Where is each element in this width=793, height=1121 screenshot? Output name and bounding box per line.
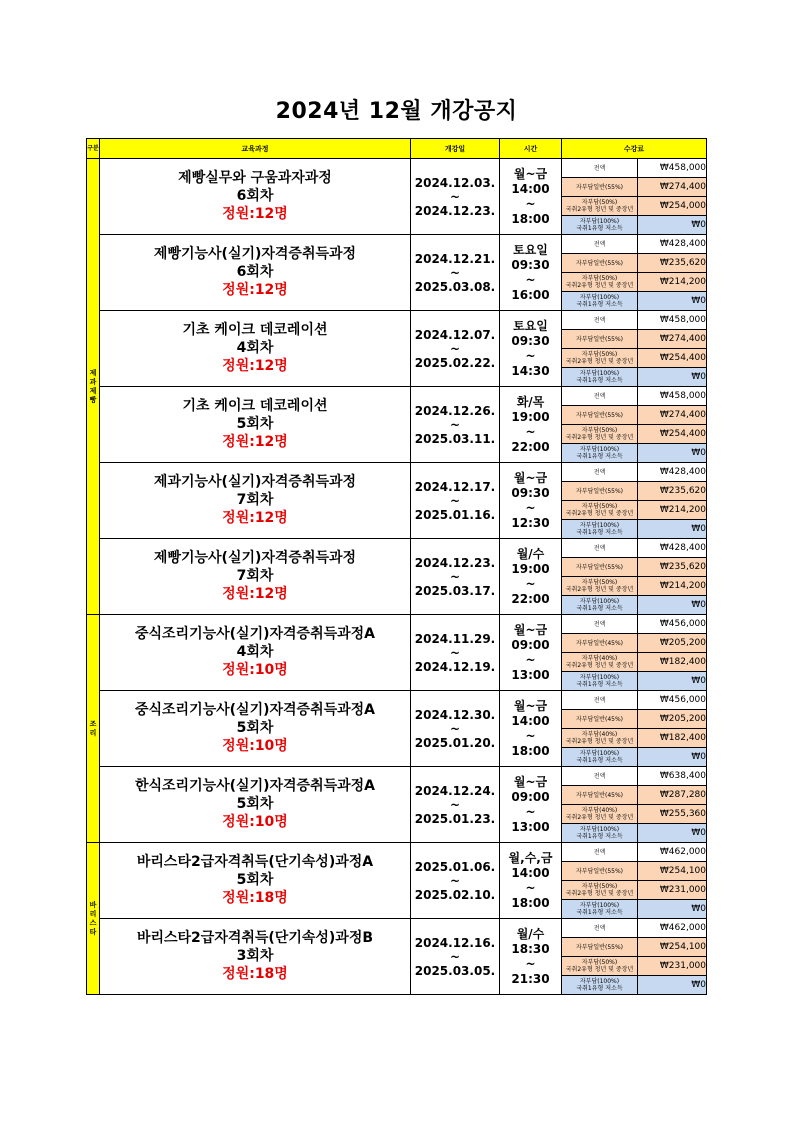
time-cell — [500, 843, 562, 919]
category-label: 제과제빵 — [89, 368, 97, 404]
course-capacity: 정원:12명 — [222, 358, 288, 374]
price-type: 자부담(50%) 국취2유형 청년 및 중장년 — [562, 425, 638, 444]
price-type: 자부담(40%) 국취2유형 청년 및 중장년 — [562, 805, 638, 824]
time-start: 14:00 — [511, 865, 550, 880]
class-days: 월~금 — [513, 166, 548, 181]
price-amount: ₩235,620 — [638, 482, 707, 501]
date-tilde: ~ — [449, 645, 461, 660]
price-amount: ₩458,000 — [638, 311, 707, 330]
table-row — [87, 235, 707, 254]
time-cell — [500, 235, 562, 311]
class-days: 월~금 — [513, 622, 548, 637]
time-cell — [500, 387, 562, 463]
date-tilde: ~ — [449, 569, 461, 584]
course-session: 6회차 — [236, 264, 274, 280]
price-amount: ₩274,400 — [638, 330, 707, 349]
end-date: 2025.03.17. — [414, 583, 496, 598]
course-capacity: 정원:12명 — [222, 586, 288, 602]
time-cell — [500, 919, 562, 995]
price-type: 자부담일반(55%) — [562, 938, 638, 957]
end-date: 2025.01.16. — [414, 507, 496, 522]
header-course: 교육과정 — [100, 139, 411, 159]
start-date: 2024.12.03. — [414, 175, 496, 190]
price-amount: ₩0 — [638, 444, 707, 463]
price-amount: ₩638,400 — [638, 767, 707, 786]
course-cell — [100, 691, 411, 767]
date-tilde: ~ — [449, 341, 461, 356]
course-capacity: 정원:12명 — [222, 282, 288, 298]
class-days: 토요일 — [513, 318, 548, 333]
price-amount: ₩458,000 — [638, 387, 707, 406]
price-type: 전액 — [562, 463, 638, 482]
course-cell — [100, 463, 411, 539]
price-type: 자부담일반(55%) — [562, 558, 638, 577]
price-amount: ₩231,000 — [638, 881, 707, 900]
time-cell — [500, 311, 562, 387]
course-cell — [100, 235, 411, 311]
header-time: 시간 — [500, 139, 562, 159]
price-type: 자부담(100%) 국취1유형 저소득 — [562, 292, 638, 311]
time-end: 22:00 — [511, 439, 550, 454]
end-date: 2025.02.10. — [414, 887, 496, 902]
course-name: 바리스타2급자격취득(단기속성)과정B — [136, 930, 374, 946]
course-session: 4회차 — [236, 644, 274, 660]
start-date: 2024.12.16. — [414, 935, 496, 950]
course-session: 6회차 — [236, 188, 274, 204]
price-type: 자부담일반(45%) — [562, 634, 638, 653]
course-cell — [100, 919, 411, 995]
course-capacity: 정원:18명 — [222, 890, 288, 906]
price-type: 자부담(100%) 국취1유형 저소득 — [562, 596, 638, 615]
time-start: 14:00 — [511, 713, 550, 728]
time-cell — [500, 767, 562, 843]
course-session: 3회차 — [236, 948, 274, 964]
date-tilde: ~ — [449, 721, 461, 736]
time-cell — [500, 159, 562, 235]
price-amount: ₩205,200 — [638, 634, 707, 653]
price-type: 자부담일반(55%) — [562, 330, 638, 349]
price-type: 전액 — [562, 539, 638, 558]
price-amount: ₩235,620 — [638, 558, 707, 577]
time-end: 18:00 — [511, 895, 550, 910]
class-days: 월~금 — [513, 470, 548, 485]
table-row — [87, 691, 707, 710]
price-amount: ₩287,280 — [638, 786, 707, 805]
date-cell — [411, 463, 500, 539]
time-end: 18:00 — [511, 211, 550, 226]
date-cell — [411, 159, 500, 235]
start-date: 2025.01.06. — [414, 859, 496, 874]
price-amount: ₩462,000 — [638, 919, 707, 938]
price-type: 자부담(50%) 국취2유형 청년 및 중장년 — [562, 881, 638, 900]
price-amount: ₩254,400 — [638, 425, 707, 444]
table-row — [87, 463, 707, 482]
price-amount: ₩235,620 — [638, 254, 707, 273]
end-date: 2024.12.23. — [414, 203, 496, 218]
price-amount: ₩255,360 — [638, 805, 707, 824]
start-date: 2024.12.23. — [414, 555, 496, 570]
price-type: 자부담(100%) 국취1유형 저소득 — [562, 672, 638, 691]
time-cell — [500, 463, 562, 539]
price-amount: ₩231,000 — [638, 957, 707, 976]
course-name: 제빵기능사(실기)자격증취득과정 — [153, 550, 357, 566]
price-type: 전액 — [562, 311, 638, 330]
price-amount: ₩274,400 — [638, 406, 707, 425]
price-type: 자부담일반(45%) — [562, 786, 638, 805]
class-days: 월/수 — [516, 546, 545, 561]
table-row — [87, 387, 707, 406]
course-session: 5회차 — [236, 416, 274, 432]
price-type: 자부담(50%) 국취2유형 청년 및 중장년 — [562, 577, 638, 596]
start-date: 2024.11.29. — [414, 631, 496, 646]
price-type: 전액 — [562, 615, 638, 634]
class-days: 토요일 — [513, 242, 548, 257]
category-cell — [87, 615, 100, 843]
price-amount: ₩458,000 — [638, 159, 707, 178]
schedule-table — [86, 138, 707, 995]
date-cell — [411, 767, 500, 843]
price-amount: ₩0 — [638, 824, 707, 843]
price-amount: ₩0 — [638, 672, 707, 691]
time-start: 19:00 — [511, 561, 550, 576]
date-cell — [411, 311, 500, 387]
price-amount: ₩254,000 — [638, 197, 707, 216]
time-end: 18:00 — [511, 743, 550, 758]
price-type: 자부담(100%) 국취1유형 저소득 — [562, 520, 638, 539]
end-date: 2025.03.05. — [414, 963, 496, 978]
price-type: 전액 — [562, 235, 638, 254]
category-cell — [87, 159, 100, 615]
course-cell — [100, 615, 411, 691]
course-session: 4회차 — [236, 340, 274, 356]
date-tilde: ~ — [449, 265, 461, 280]
price-amount: ₩456,000 — [638, 691, 707, 710]
start-date: 2024.12.07. — [414, 327, 496, 342]
time-end: 16:00 — [511, 287, 550, 302]
date-tilde: ~ — [449, 873, 461, 888]
time-end: 21:30 — [511, 971, 550, 986]
time-tilde: ~ — [525, 880, 536, 895]
price-type: 자부담(100%) 국취1유형 저소득 — [562, 976, 638, 995]
course-name: 한식조리기능사(실기)자격증취득과정A — [134, 778, 375, 794]
category-label: 바리스타 — [89, 900, 97, 936]
price-amount: ₩428,400 — [638, 235, 707, 254]
price-amount: ₩182,400 — [638, 729, 707, 748]
price-type: 전액 — [562, 843, 638, 862]
time-tilde: ~ — [525, 576, 536, 591]
time-start: 09:30 — [511, 333, 550, 348]
time-tilde: ~ — [525, 804, 536, 819]
time-start: 19:00 — [511, 409, 550, 424]
course-cell — [100, 387, 411, 463]
course-name: 중식조리기능사(실기)자격증취득과정A — [134, 702, 375, 718]
price-type: 자부담일반(55%) — [562, 862, 638, 881]
course-name: 제빵기능사(실기)자격증취득과정 — [153, 246, 357, 262]
price-amount: ₩0 — [638, 748, 707, 767]
time-start: 09:30 — [511, 257, 550, 272]
course-name: 중식조리기능사(실기)자격증취득과정A — [134, 626, 375, 642]
price-amount: ₩0 — [638, 900, 707, 919]
time-tilde: ~ — [525, 348, 536, 363]
price-type: 자부담(50%) 국취2유형 청년 및 중장년 — [562, 273, 638, 292]
price-type: 자부담(50%) 국취2유형 청년 및 중장년 — [562, 197, 638, 216]
course-name: 기초 케이크 데코레이션 — [182, 322, 328, 338]
class-days: 화/목 — [516, 394, 545, 409]
page-title: 2024년 12월 개강공지 — [275, 99, 518, 124]
start-date: 2024.12.26. — [414, 403, 496, 418]
price-type: 자부담일반(55%) — [562, 178, 638, 197]
header-start: 개강일 — [411, 139, 500, 159]
time-start: 09:30 — [511, 485, 550, 500]
header-category: 구분 — [87, 139, 100, 159]
course-name: 바리스타2급자격취득(단기속성)과정A — [136, 854, 374, 870]
end-date: 2025.03.11. — [414, 431, 496, 446]
table-row — [87, 615, 707, 634]
course-session: 5회차 — [236, 872, 274, 888]
class-days: 월/수 — [516, 926, 545, 941]
price-type: 자부담(100%) 국취1유형 저소득 — [562, 824, 638, 843]
price-type: 자부담(40%) 국취2유형 청년 및 중장년 — [562, 729, 638, 748]
course-cell — [100, 767, 411, 843]
price-amount: ₩428,400 — [638, 463, 707, 482]
class-days: 월~금 — [513, 698, 548, 713]
time-start: 09:00 — [511, 637, 550, 652]
table-row — [87, 539, 707, 558]
date-tilde: ~ — [449, 189, 461, 204]
price-type: 자부담(50%) 국취2유형 청년 및 중장년 — [562, 957, 638, 976]
date-cell — [411, 387, 500, 463]
price-type: 자부담(100%) 국취1유형 저소득 — [562, 444, 638, 463]
course-capacity: 정원:12명 — [222, 206, 288, 222]
table-row — [87, 843, 707, 862]
price-amount: ₩214,200 — [638, 577, 707, 596]
price-type: 자부담(100%) 국취1유형 저소득 — [562, 216, 638, 235]
course-cell — [100, 159, 411, 235]
class-days: 월,수,금 — [508, 850, 553, 865]
course-cell — [100, 843, 411, 919]
time-tilde: ~ — [525, 272, 536, 287]
time-end: 12:30 — [511, 515, 550, 530]
start-date: 2024.12.21. — [414, 251, 496, 266]
time-end: 14:30 — [511, 363, 550, 378]
price-amount: ₩0 — [638, 292, 707, 311]
price-type: 자부담(100%) 국취1유형 저소득 — [562, 368, 638, 387]
time-tilde: ~ — [525, 500, 536, 515]
table-row — [87, 311, 707, 330]
end-date: 2025.03.08. — [414, 279, 496, 294]
time-start: 14:00 — [511, 181, 550, 196]
date-cell — [411, 615, 500, 691]
date-cell — [411, 919, 500, 995]
price-type: 자부담(40%) 국취2유형 청년 및 중장년 — [562, 653, 638, 672]
course-capacity: 정원:18명 — [222, 966, 288, 982]
course-cell — [100, 539, 411, 615]
table-row — [87, 919, 707, 938]
price-amount: ₩462,000 — [638, 843, 707, 862]
date-cell — [411, 235, 500, 311]
course-capacity: 정원:10명 — [222, 738, 288, 754]
price-type: 자부담(100%) 국취1유형 저소득 — [562, 900, 638, 919]
course-session: 7회차 — [236, 568, 274, 584]
price-amount: ₩205,200 — [638, 710, 707, 729]
price-type: 전액 — [562, 387, 638, 406]
price-amount: ₩0 — [638, 596, 707, 615]
price-amount: ₩254,400 — [638, 349, 707, 368]
price-type: 자부담(100%) 국취1유형 저소득 — [562, 748, 638, 767]
price-type: 자부담(50%) 국취2유형 청년 및 중장년 — [562, 501, 638, 520]
price-type: 전액 — [562, 691, 638, 710]
date-cell — [411, 843, 500, 919]
class-days: 월~금 — [513, 774, 548, 789]
category-label: 조리 — [89, 719, 97, 737]
date-tilde: ~ — [449, 493, 461, 508]
course-cell — [100, 311, 411, 387]
date-tilde: ~ — [449, 797, 461, 812]
header-fee: 수강료 — [562, 139, 707, 159]
course-capacity: 정원:10명 — [222, 814, 288, 830]
time-start: 09:00 — [511, 789, 550, 804]
price-type: 전액 — [562, 159, 638, 178]
price-amount: ₩0 — [638, 976, 707, 995]
date-tilde: ~ — [449, 417, 461, 432]
date-cell — [411, 539, 500, 615]
price-amount: ₩0 — [638, 368, 707, 387]
course-capacity: 정원:12명 — [222, 510, 288, 526]
price-amount: ₩214,200 — [638, 501, 707, 520]
end-date: 2025.01.20. — [414, 735, 496, 750]
course-capacity: 정원:12명 — [222, 434, 288, 450]
course-capacity: 정원:10명 — [222, 662, 288, 678]
price-amount: ₩428,400 — [638, 539, 707, 558]
table-row — [87, 159, 707, 178]
time-cell — [500, 539, 562, 615]
price-type: 자부담(50%) 국취2유형 청년 및 중장년 — [562, 349, 638, 368]
price-type: 전액 — [562, 767, 638, 786]
table-row — [87, 767, 707, 786]
time-tilde: ~ — [525, 196, 536, 211]
price-amount: ₩456,000 — [638, 615, 707, 634]
start-date: 2024.12.17. — [414, 479, 496, 494]
time-tilde: ~ — [525, 728, 536, 743]
course-session: 5회차 — [236, 720, 274, 736]
date-tilde: ~ — [449, 949, 461, 964]
price-type: 자부담일반(45%) — [562, 710, 638, 729]
price-type: 자부담일반(55%) — [562, 254, 638, 273]
start-date: 2024.12.30. — [414, 707, 496, 722]
time-tilde: ~ — [525, 956, 536, 971]
price-amount: ₩254,100 — [638, 862, 707, 881]
price-amount: ₩214,200 — [638, 273, 707, 292]
end-date: 2025.01.23. — [414, 811, 496, 826]
price-type: 자부담일반(55%) — [562, 482, 638, 501]
end-date: 2024.12.19. — [414, 659, 496, 674]
time-tilde: ~ — [525, 652, 536, 667]
course-name: 제과기능사(실기)자격증취득과정 — [153, 474, 357, 490]
price-amount: ₩182,400 — [638, 653, 707, 672]
header-row — [87, 139, 707, 159]
start-date: 2024.12.24. — [414, 783, 496, 798]
price-type: 자부담일반(55%) — [562, 406, 638, 425]
time-tilde: ~ — [525, 424, 536, 439]
course-session: 7회차 — [236, 492, 274, 508]
time-end: 22:00 — [511, 591, 550, 606]
course-name: 기초 케이크 데코레이션 — [182, 398, 328, 414]
end-date: 2025.02.22. — [414, 355, 496, 370]
course-session: 5회차 — [236, 796, 274, 812]
date-cell — [411, 691, 500, 767]
time-start: 18:30 — [511, 941, 550, 956]
price-type: 전액 — [562, 919, 638, 938]
price-amount: ₩254,100 — [638, 938, 707, 957]
time-cell — [500, 615, 562, 691]
time-end: 13:00 — [511, 819, 550, 834]
price-amount: ₩274,400 — [638, 178, 707, 197]
time-cell — [500, 691, 562, 767]
course-name: 제빵실무와 구움과자과정 — [178, 170, 332, 186]
time-end: 13:00 — [511, 667, 550, 682]
price-amount: ₩0 — [638, 216, 707, 235]
price-amount: ₩0 — [638, 520, 707, 539]
category-cell — [87, 843, 100, 995]
